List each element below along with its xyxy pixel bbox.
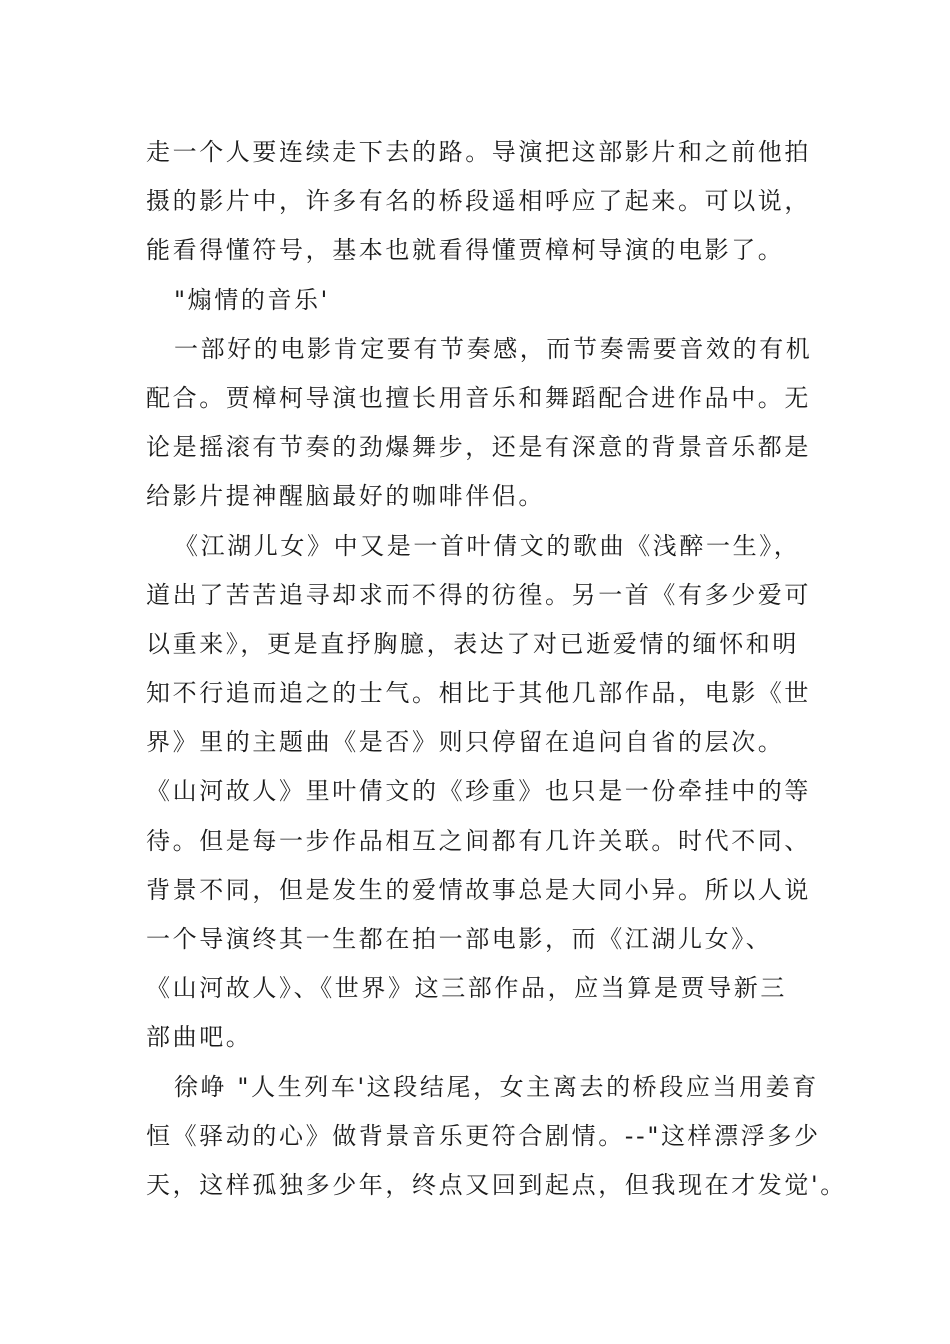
text-line: 界》里的主题曲《是否》则只停留在追问自省的层次。	[146, 728, 785, 757]
text-line: 背景不同，但是发生的爱情故事总是大同小异。所以人说	[146, 875, 811, 904]
document-body	[146, 128, 847, 1210]
text-line: 待。但是每一步作品相互之间都有几许关联。时代不同、	[146, 826, 811, 855]
text-line: 给影片提神醒脑最好的咖啡伴侣。	[146, 482, 545, 511]
text-line: 一个导演终其一生都在拍一部电影，而《江湖儿女》、	[146, 925, 773, 953]
text-line: 以重来》，更是直抒胸臆，表达了对已逝爱情的缅怀和明	[146, 629, 799, 658]
text-line: 天，这样孤独多少年，终点又回到起点，但我现在才发觉'。	[146, 1170, 847, 1199]
text-line: 恒《驿动的心》做背景音乐更符合剧情。--"这样漂浮多少	[146, 1121, 821, 1150]
text-line: 《山河故人》、《世界》这三部作品，应当算是贾导新三	[146, 974, 787, 1003]
text-line: 一部好的电影肯定要有节奏感，而节奏需要音效的有机	[174, 334, 813, 363]
text-line: 论是摇滚有节奏的劲爆舞步，还是有深意的背景音乐都是	[146, 433, 811, 462]
text-line: 部曲吧。	[146, 1023, 253, 1052]
text-line: 知不行追而追之的士气。相比于其他几部作品，电影《世	[146, 679, 811, 708]
text-line: 道出了苦苦追寻却求而不得的彷徨。另一首《有多少爱可	[146, 580, 811, 609]
text-line: 走一个人要连续走下去的路。导演把这部影片和之前他拍	[146, 138, 811, 166]
text-line: 摄的影片中，许多有名的桥段遥相呼应了起来。可以说，	[146, 187, 811, 216]
text-line: 能看得懂符号，基本也就看得懂贾樟柯导演的电影了。	[146, 236, 785, 265]
text-line: 徐峥 "人生列车'这段结尾，女主离去的桥段应当用姜育	[174, 1072, 819, 1101]
text-line: 《山河故人》里叶倩文的《珍重》也只是一份牵挂中的等	[146, 777, 811, 806]
section-heading: "煽情的音乐'	[174, 285, 330, 314]
text-line: 配合。贾樟柯导演也擅长用音乐和舞蹈配合进作品中。无	[146, 383, 811, 412]
text-line: 《江湖儿女》中又是一首叶倩文的歌曲《浅醉一生》，	[174, 531, 801, 560]
